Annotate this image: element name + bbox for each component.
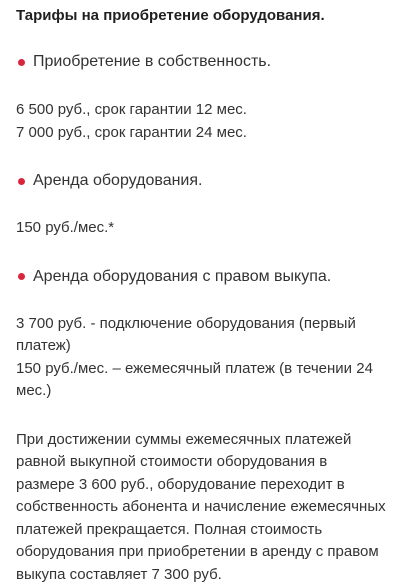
rent-to-own-prices <box>16 313 388 403</box>
rent-to-own-note <box>16 429 388 586</box>
purchase-prices <box>16 99 388 144</box>
bullet-dot-icon <box>18 273 25 280</box>
note-paragraph: При достижении суммы ежемесячных платежей равной выкупной стоимости оборудования в размере 3 600 руб., оборудование переходит в собственность абонента и начисление ежемесячных платежей прекращается. Полная стоимость оборудования при приобретении в аренду с правом выкупа составляет 7 300 руб. <box>16 429 388 586</box>
option-rent-to-own <box>16 266 388 288</box>
option-purchase-label: Приобретение в собственность. <box>33 51 271 73</box>
bullet-dot-icon <box>18 59 25 66</box>
rent-to-own-first-payment: 3 700 руб. - подключение оборудования (первый платеж) <box>16 313 388 358</box>
option-rent-label: Аренда оборудования. <box>33 170 202 192</box>
page-title: Тарифы на приобретение оборудования. <box>16 6 388 26</box>
purchase-price-24: 7 000 руб., срок гарантии 24 мес. <box>16 122 388 145</box>
rent-prices <box>16 217 388 240</box>
option-rent-to-own-label: Аренда оборудования с правом выкупа. <box>33 266 331 288</box>
bullet-dot-icon <box>18 178 25 185</box>
option-rent <box>16 170 388 192</box>
purchase-price-12: 6 500 руб., срок гарантии 12 мес. <box>16 99 388 122</box>
rent-to-own-monthly-payment: 150 руб./мес. – ежемесячный платеж (в течении 24 мес.) <box>16 358 388 403</box>
option-purchase <box>16 51 388 73</box>
rent-price-monthly: 150 руб./мес.* <box>16 217 388 240</box>
tariffs-content <box>16 6 388 586</box>
